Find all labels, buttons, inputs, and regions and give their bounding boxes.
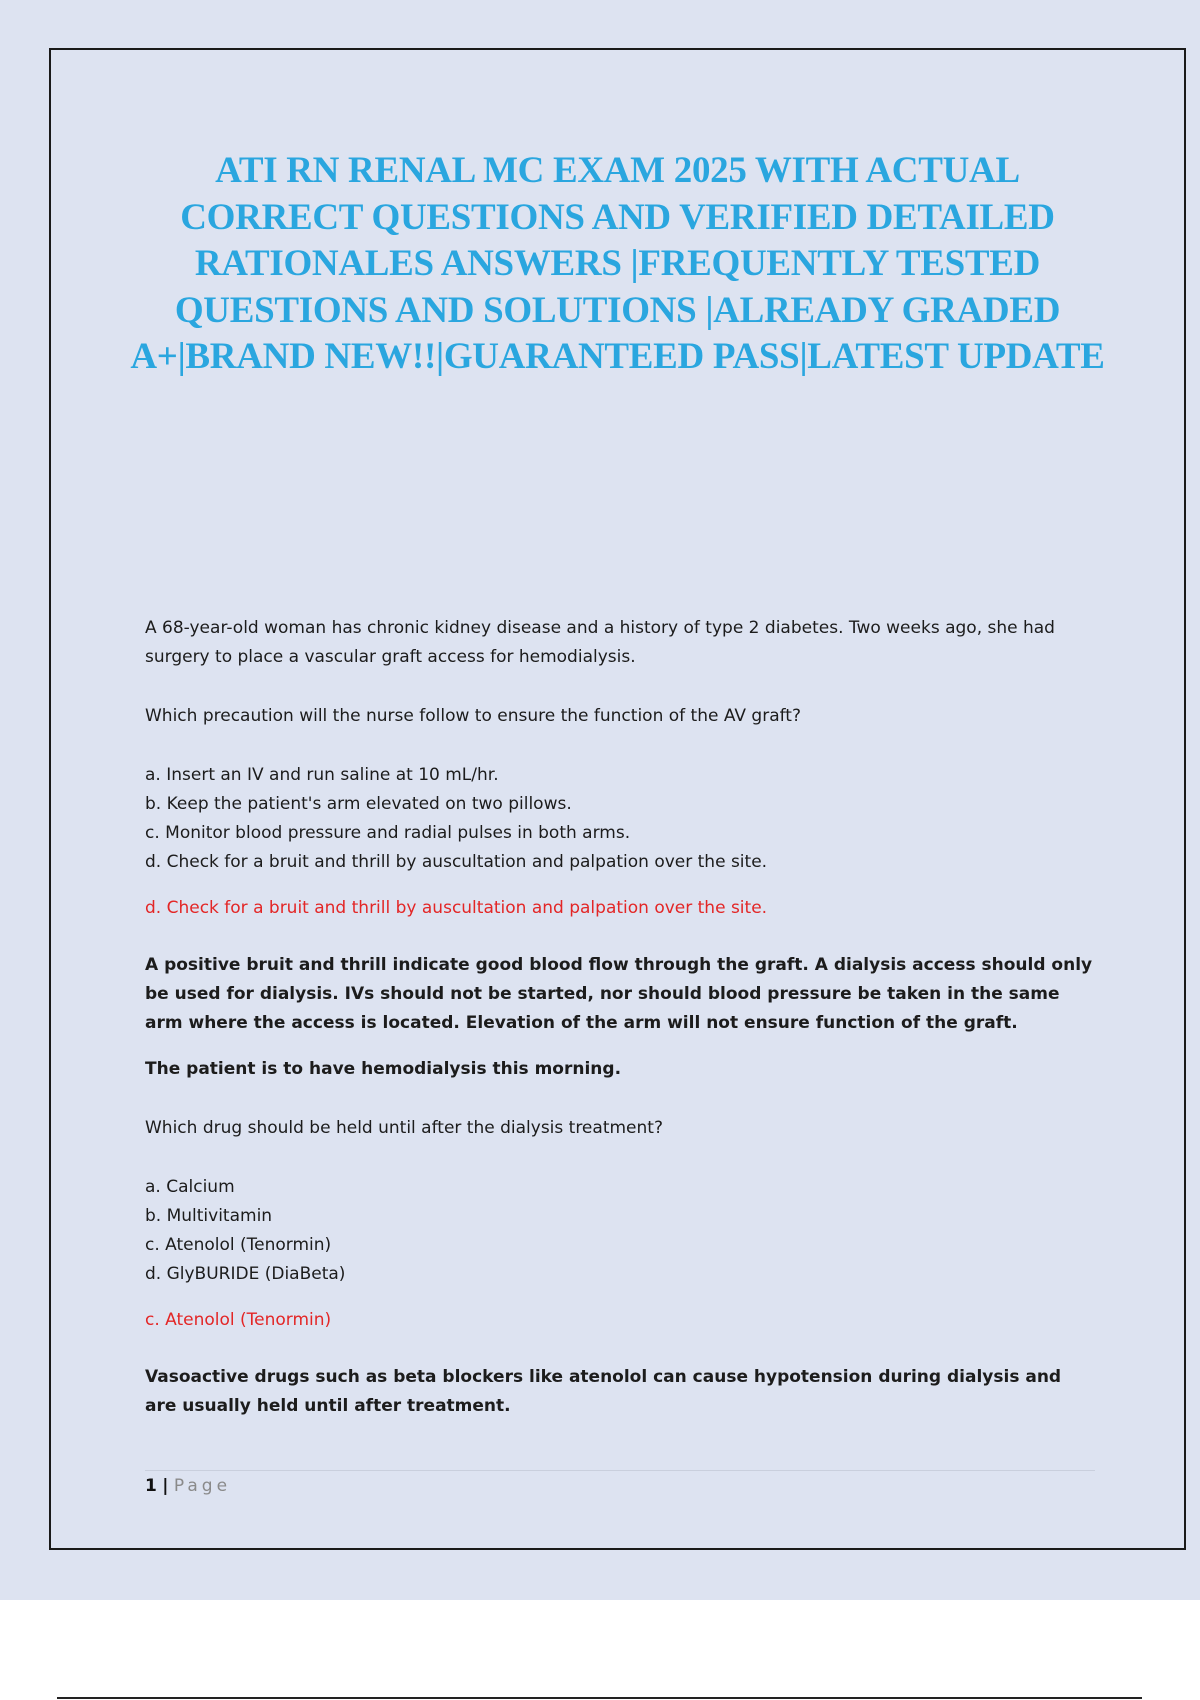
page-number: 1 [145, 1476, 157, 1496]
question-1-options [145, 761, 1095, 877]
question-1-prompt: Which precaution will the nurse follow to ensure the function of the AV graft? [145, 706, 801, 726]
document-title: ATI RN RENAL MC EXAM 2025 WITH ACTUAL CORRECT QUESTIONS AND VERIFIED DETAILED RATIONALES ANSWERS |FREQUENTLY TESTED QUESTIONS AND SOLUTIONS |ALREADY GRADED A+|BRAND NEW!!|GUARANTEED PASS|LATEST UPDATE [130, 150, 1105, 377]
question-2-options [145, 1173, 1095, 1289]
question-1-option-b: b. Keep the patient's arm elevated on two pillows. [145, 794, 572, 814]
question-1-option-d: d. Check for a bruit and thrill by auscultation and palpation over the site. [145, 852, 768, 872]
document-body [145, 614, 1095, 1421]
question-1-answer: d. Check for a bruit and thrill by auscultation and palpation over the site. [145, 898, 768, 918]
question-1-rationale: A positive bruit and thrill indicate good blood flow through the graft. A dialysis access should only be used for dialysis. IVs should not be started, nor should blood pressure be taken in the same arm where the access is located. Elevation of the arm will not ensure function of the graft. [145, 955, 1093, 1033]
question-2-prompt: Which drug should be held until after the dialysis treatment? [145, 1118, 663, 1138]
question-2-option-b: b. Multivitamin [145, 1206, 273, 1226]
question-2-answer: c. Atenolol (Tenormin) [145, 1310, 332, 1330]
question-2-stem: The patient is to have hemodialysis this morning. [145, 1059, 622, 1079]
question-1-option-a: a. Insert an IV and run saline at 10 mL/hr. [145, 765, 499, 785]
question-1-stem: A 68-year-old woman has chronic kidney disease and a history of type 2 diabetes. Two weeks ago, she had surgery to place a vascular graft access for hemodialysis. [145, 618, 1055, 667]
question-2-rationale: Vasoactive drugs such as beta blockers like atenolol can cause hypotension during dialysis and are usually held until after treatment. [145, 1367, 1062, 1416]
next-page-rule [57, 1697, 1142, 1699]
page-label: Page [173, 1476, 232, 1496]
question-1-option-c: c. Monitor blood pressure and radial pulses in both arms. [145, 823, 631, 843]
footer-divider [145, 1470, 1095, 1471]
question-2-option-c: c. Atenolol (Tenormin) [145, 1235, 332, 1255]
footer-separator: | [162, 1476, 169, 1496]
page-footer [145, 1474, 231, 1498]
question-2-option-a: a. Calcium [145, 1177, 235, 1197]
question-2-option-d: d. GlyBURIDE (DiaBeta) [145, 1264, 346, 1284]
